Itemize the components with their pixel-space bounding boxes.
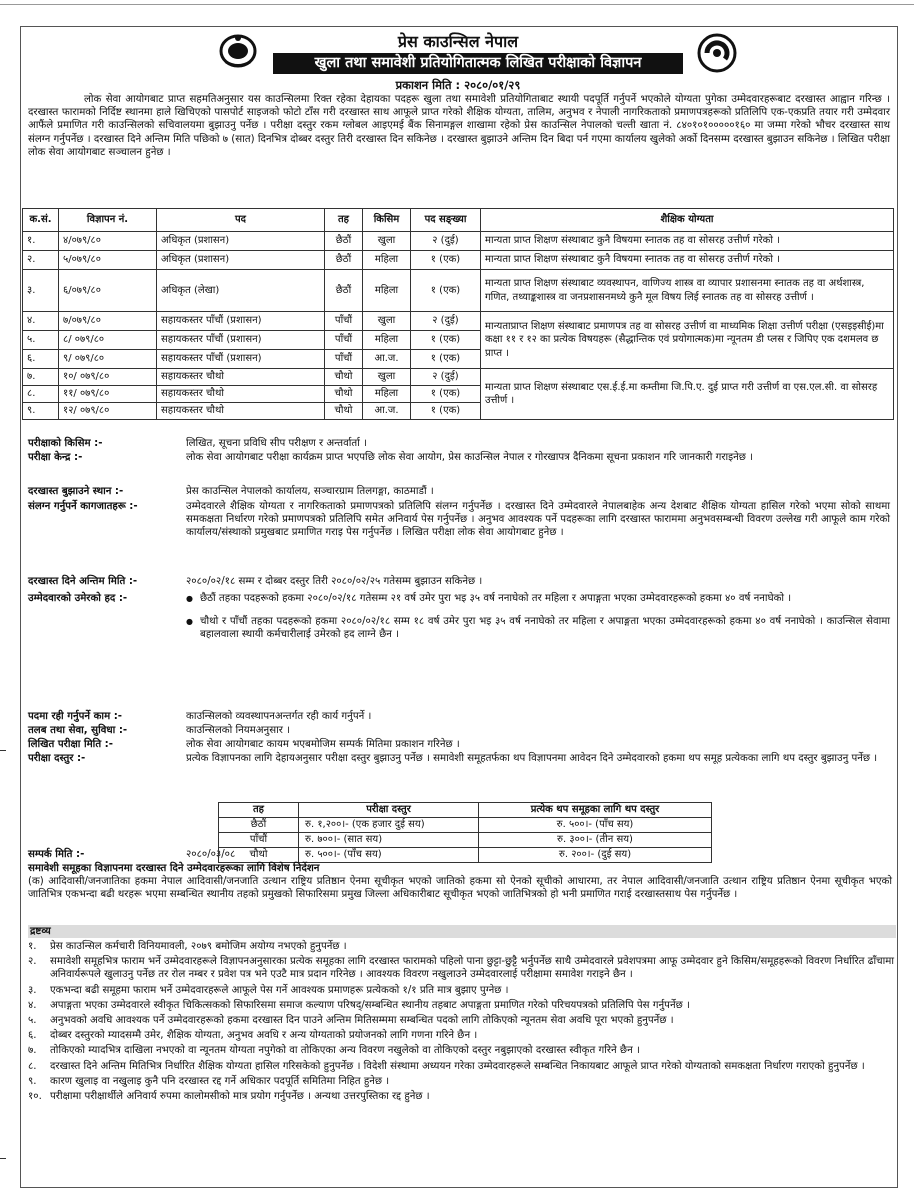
press-council-logo-icon <box>695 32 739 74</box>
cell-count: १ (एक) <box>411 350 481 369</box>
fee-col-fee: परीक्षा दस्तुर <box>299 803 479 818</box>
list-item <box>28 1014 894 1027</box>
header <box>20 30 896 94</box>
col-type: किसिम <box>363 209 411 232</box>
documents-label: संलग्न गर्नुपर्ने कागजातहरू :- <box>28 501 138 512</box>
col-level: तह <box>325 209 363 232</box>
age-limit-value <box>186 592 890 642</box>
note-text: कारण खुलाइ वा नखुलाइ कुनै पनि दरखास्त रद्द गर्ने अधिकार पदपूर्ति समितिमा निहित हुनेछ । <box>50 1075 390 1087</box>
fee-cell-extra: रु. २००।- (दुई सय) <box>479 848 712 863</box>
col-count: पद सङ्ख्या <box>411 209 481 232</box>
cell-post: सहायकस्तर पाँचौं (प्रशासन) <box>157 350 325 369</box>
cell-type: आ.ज. <box>363 403 411 420</box>
fee-cell-level: चौथो <box>219 848 299 863</box>
cell-qualification: मान्यता प्राप्त शिक्षण संस्थाबाट कुनै विषयमा स्नातक तह वा सोसरह उत्तीर्ण गरेको । <box>481 232 894 251</box>
fee-cell-level: छैठौं <box>219 818 299 833</box>
cell-sn: ९. <box>23 403 59 420</box>
note-text: दरखास्त दिने अन्तिम मितिभित्र निर्धारित शैक्षिक योग्यता हासिल गरिसकेको हुनुपर्नेछ । विदेशी संस्थामा अध्ययन गरेका उम्मेदवारहरूले सम्बन्धित निकायबाट आफूले प्राप्त गरेको योग्यताको समकक्षता निर्धारण गराएको हुनुपर्नेछ । <box>50 1060 865 1072</box>
fee-cell-fee: रु. ७००।- (सात सय) <box>299 833 479 848</box>
note-number: ५. <box>28 1015 37 1027</box>
cell-level: पाँचौं <box>325 312 363 331</box>
notes-list <box>28 940 894 1105</box>
exam-center-label: परीक्षा केन्द्र :- <box>28 452 83 463</box>
cell-level: पाँचौं <box>325 331 363 350</box>
publication-date: प्रकाशन मिति : २०८०/०१/२९ <box>395 78 521 92</box>
cell-qualification: मान्यताप्राप्त शिक्षण संस्थाबाट प्रमाणपत्र तह वा सोसरह उत्तीर्ण वा माध्यमिक शिक्षा उत्तीर्ण परीक्षा (एसइइसीई)मा कक्षा ११ र १२ का प्रत्येक विषयहरू (सैद्धान्तिक एवं प्रयोगात्मक)मा न्यूनतम डी प्लस र जिपिए एक दशमलव छ प्राप्त । <box>481 312 894 369</box>
note-text: प्रेस काउन्सिल कर्मचारी विनियमावली, २०७९ बमोजिम अयोग्य नभएको हुनुपर्नेछ । <box>50 941 347 952</box>
cell-adv: ५/०७९/८० <box>59 251 157 270</box>
fee-header-row <box>219 803 712 818</box>
list-item <box>28 1075 894 1088</box>
table-row <box>23 270 894 312</box>
special-text: (क) आदिवासी/जनजातिका हकमा नेपाल आदिवासी/जनजाति उत्थान राष्ट्रिय प्रतिष्ठान ऐनमा सूचीकृत भएको जातिको हकमा सो ऐनको सूचीको आधारमा, तर नेपाल आदिवासी/जनजाति उत्थान राष्ट्रिय प्रतिष्ठान ऐनमा सूचीकृत भएको जातिभित्र एकभन्दा बढी थरहरू भएमा सम्बन्धित स्थानीय तहको प्रमुखको सिफारिसमा प्रमुख जिल्ला अधिकारीबाट सूचीकृत भएको जातिभित्रको हो भनी प्रमाणित गराई दरखास्तसाथ पेस गर्नुपर्नेछ । <box>28 876 892 901</box>
contact-value: २०८०/०३/०८ <box>186 849 236 860</box>
cell-post: अधिकृत (प्रशासन) <box>157 232 325 251</box>
margin-tick <box>0 750 6 751</box>
list-item <box>28 1029 894 1042</box>
cell-adv: ११/ ०७९/८० <box>59 386 157 403</box>
cell-type: खुला <box>363 232 411 251</box>
cell-adv: ८/ ०७९/८० <box>59 331 157 350</box>
submit-place-label: दरखास्त बुझाउने स्थान :- <box>28 486 124 497</box>
cell-adv: ७/०७९/८० <box>59 312 157 331</box>
note-number: २. <box>28 956 37 968</box>
notes-heading: द्रष्टव्य <box>28 925 896 938</box>
list-item <box>28 1044 894 1057</box>
table-row <box>219 848 712 863</box>
fee-cell-fee: रु. ५००।- (पाँच सय) <box>299 848 479 863</box>
deadline-label: दरखास्त दिने अन्तिम मिति :- <box>28 576 138 587</box>
fee-cell-fee: रु. १,२००।- (एक हजार दुई सय) <box>299 818 479 833</box>
cell-adv: १०/ ०७९/८० <box>59 369 157 386</box>
fee-col-extra: प्रत्येक थप समूहका लागि थप दस्तुर <box>479 803 712 818</box>
exam-center-value: लोक सेवा आयोगबाट परीक्षा कार्यक्रम प्राप्त भएपछि लोक सेवा आयोग, प्रेस काउन्सिल नेपाल र गोरखापत्र दैनिकमा सूचना प्रकाशन गरि जानकारी गराइनेछ । <box>186 452 754 463</box>
cell-sn: ७. <box>23 369 59 386</box>
ad-banner-title: खुला तथा समावेशी प्रतियोगितात्मक लिखित परीक्षाको विज्ञापन <box>273 53 683 74</box>
fee-value: प्रत्येक विज्ञापनका लागि देहायअनुसार परीक्षा दस्तुर बुझाउनु पर्नेछ । समावेशी समूहतर्फका थप विज्ञापनमा आवेदन दिने उम्मेदवारको हकमा थप समूह प्रत्येकका लागि थप दस्तुर बुझाउनु पर्नेछ । <box>186 753 878 764</box>
cell-type: महिला <box>363 251 411 270</box>
list-item <box>28 984 894 997</box>
note-number: ३. <box>28 984 37 996</box>
cell-qualification: मान्यता प्राप्त शिक्षण संस्थाबाट व्यवस्थापन, वाणिज्य शास्त्र वा व्यापार प्रशासनमा स्नातक तह वा अर्थशास्त्र, गणित, तथ्याङ्कशास्त्र वा जनप्रशासनमध्ये कुनै मूल विषय लिई स्नातक तह वा सोसरह उत्तीर्ण । <box>481 270 894 312</box>
cell-post: सहायकस्तर चौथो <box>157 369 325 386</box>
list-item <box>28 955 894 981</box>
submit-place-value: प्रेस काउन्सिल नेपालको कार्यालय, सञ्चारग्राम तिलगङ्गा, काठमाडौं । <box>186 486 434 497</box>
duty-value: काउन्सिलको व्यवस्थापनअन्तर्गत रही कार्य गर्नुपर्ने । <box>186 711 372 722</box>
fee-cell-level: पाँचौं <box>219 833 299 848</box>
cell-sn: १. <box>23 232 59 251</box>
documents-value: उम्मेदवारले शैक्षिक योग्यता र नागरिकताको प्रमाणपत्रको प्रतिलिपि संलग्न गर्नुपर्नेछ । दरखास्त दिने उम्मेदवारले नेपालबाहेक अन्य देशबाट शैक्षिक योग्यता हासिल गरेको भएमा सोको साथमा समकक्षता निर्धारण गरेको प्रमाणपत्रको प्रतिलिपि समेत अनिवार्य पेस गर्नुपर्नेछ । अनुभव आवश्यक पर्ने पदहरूका लागि दरखास्त फाराममा अनुभवसम्बन्धी विवरण उल्लेख गरी आफूले काम गरेको कार्यालय/संस्थाको प्रमुखबाट प्रमाणित गराइ पेस गर्नुपर्नेछ । लिखित परीक्षा लोक सेवा आयोगबाट हुनेछ । <box>186 501 890 539</box>
written-date-label: लिखित परीक्षा मिति :- <box>28 739 113 750</box>
cell-count: १ (एक) <box>411 270 481 312</box>
list-item <box>28 940 894 953</box>
cell-post: सहायकस्तर चौथो <box>157 403 325 420</box>
table-row <box>219 818 712 833</box>
cell-count: २ (दुई) <box>411 232 481 251</box>
note-number: ८. <box>28 1060 37 1072</box>
cell-sn: २. <box>23 251 59 270</box>
cell-type: महिला <box>363 270 411 312</box>
cell-count: २ (दुई) <box>411 369 481 386</box>
note-text: तोकिएको म्यादभित्र दाखिला नभएको वा न्यूनतम योग्यता नपुगेको वा तोकिएका अन्य विवरण नखुलेको वा तोकिएको दस्तुर नबुझाएको दरखास्त स्वीकृत गरिने छैन । <box>50 1045 640 1057</box>
cell-qualification: मान्यता प्राप्त शिक्षण संस्थाबाट एस.ई.ई.मा कम्तीमा जि.पि.ए. दुई प्राप्त गरी उत्तीर्ण वा एस.एल.सी. वा सोसरह उत्तीर्ण । <box>481 369 894 420</box>
note-number: १०. <box>28 1091 42 1103</box>
cell-sn: ६. <box>23 350 59 369</box>
note-text: परीक्षामा परीक्षार्थीले अनिवार्य रुपमा कालोमसीको मात्र प्रयोग गर्नुपर्नेछ । अन्यथा उत्तरपुस्तिका रद्द हुनेछ । <box>50 1091 430 1103</box>
cell-sn: ८. <box>23 386 59 403</box>
cell-count: १ (एक) <box>411 403 481 420</box>
cell-count: २ (दुई) <box>411 312 481 331</box>
org-name: प्रेस काउन्सिल नेपाल <box>397 32 519 51</box>
cell-level: छैठौं <box>325 270 363 312</box>
cell-count: १ (एक) <box>411 331 481 350</box>
note-number: १. <box>28 941 37 952</box>
cell-post: अधिकृत (प्रशासन) <box>157 251 325 270</box>
deadline-value: २०८०/०२/१८ सम्म र दोब्बर दस्तुर तिरी २०८०/०२/२५ गतेसम्म बुझाउन सकिनेछ । <box>186 576 483 587</box>
cell-level: चौथो <box>325 369 363 386</box>
cell-adv: १२/ ०७९/८० <box>59 403 157 420</box>
note-text: अपाङ्गता भएका उम्मेदवारले स्वीकृत चिकित्सकको सिफारिसमा समाज कल्याण परिषद्/सम्बन्धित स्थानीय तहबाट अपाङ्गता प्रमाणित गरेको परिचयपत्रको प्रतिलिपि पेस गर्नुपर्नेछ । <box>50 999 690 1011</box>
salary-label: तलब तथा सेवा, सुविधा :- <box>28 725 128 736</box>
list-item <box>28 1090 894 1103</box>
cell-sn: ५. <box>23 331 59 350</box>
fee-cell-extra: रु. ५००।- (पाँच सय) <box>479 818 712 833</box>
top-rule <box>0 4 914 5</box>
cell-type: महिला <box>363 331 411 350</box>
cell-level: छैठौं <box>325 232 363 251</box>
cell-post: सहायकस्तर पाँचौं (प्रशासन) <box>157 331 325 350</box>
note-number: ६. <box>28 1030 37 1042</box>
table-row <box>23 251 894 270</box>
cell-type: आ.ज. <box>363 350 411 369</box>
note-number: ९. <box>28 1075 37 1087</box>
col-adv-no: विज्ञापन नं. <box>59 209 157 232</box>
margin-tick <box>0 1158 6 1159</box>
note-text: दोब्बर दस्तुरको म्यादसम्मै उमेर, शैक्षिक योग्यता, अनुभव अवधि र अन्य योग्यताको प्रयोजनको लागि गणना गरिने छैन । <box>50 1030 478 1042</box>
cell-type: महिला <box>363 386 411 403</box>
table-row <box>219 833 712 848</box>
cell-level: पाँचौं <box>325 350 363 369</box>
cell-post: अधिकृत (लेखा) <box>157 270 325 312</box>
cell-type: खुला <box>363 312 411 331</box>
cell-adv: ४/०७९/८० <box>59 232 157 251</box>
age-limit-item: ● छैठौं तहका पदहरूको हकमा २०८०/०२/१८ गतेसम्म २१ वर्ष उमेर पुरा भइ ३५ वर्ष ननाघेको तर महिला र अपाङ्गता भएका उम्मेदवारहरूको हकमा ४० वर्ष ननाघेको । <box>186 592 890 605</box>
cell-type: खुला <box>363 369 411 386</box>
special-instructions <box>28 862 892 902</box>
col-qualification: शैक्षिक योग्यता <box>481 209 894 232</box>
cell-adv: ६/०७९/८० <box>59 270 157 312</box>
note-text: अनुभवको अवधि आवश्यक पर्ने उम्मेदवारहरूको हकमा दरखास्त दिन पाउने अन्तिम मितिसम्ममा सम्बन्धित पदको लागि तोकिएको न्यूनतम सेवा अवधि पूरा भएको हुनुपर्नेछ । <box>50 1015 674 1027</box>
table-row <box>23 369 894 386</box>
cell-post: सहायकस्तर पाँचौं (प्रशासन) <box>157 312 325 331</box>
cell-qualification: मान्यता प्राप्त शिक्षण संस्थाबाट कुनै विषयमा स्नातक तह वा सोसरह उत्तीर्ण गरेको । <box>481 251 894 270</box>
table-row <box>23 232 894 251</box>
note-number: ७. <box>28 1045 37 1057</box>
age-limit-label: उम्मेदवारको उमेरको हद :- <box>28 593 128 604</box>
note-text: समावेशी समूहभित्र फाराम भर्ने उम्मेदवारहरूले विज्ञापनअनुसारका प्रत्येक समूहका लागि दरखास्त फारामको पहिलो पाना छुट्टा-छुट्टै भर्नुपर्नेछ साथै उम्मेदवारले प्रवेशपत्रमा आफू उम्मेदवार हुने किसिम/समूहहरूको विवरण निर्धारित ढाँचामा अनिवार्यरूपले खुलाउनु पर्नेछ तर रोल नम्बर र प्रवेश पत्र भने एउटै मात्र प्रदान गरिनेछ । आवश्यक विवरण नखुलाउने उम्मेदवारलाई परीक्षामा समावेश गराइने छैन । <box>50 956 894 981</box>
vacancy-table <box>22 208 894 420</box>
note-number: ४. <box>28 999 37 1011</box>
cell-post: सहायकस्तर चौथो <box>157 386 325 403</box>
special-heading: समावेशी समूहका विज्ञापनमा दरखास्त दिने उम्मेदवारहरूका लागि विशेष निर्देशन <box>28 863 320 874</box>
fee-label: परीक्षा दस्तुर :- <box>28 753 86 764</box>
cell-level: चौथो <box>325 386 363 403</box>
fee-col-level: तह <box>219 803 299 818</box>
list-item <box>28 999 894 1012</box>
cell-count: १ (एक) <box>411 386 481 403</box>
fee-table <box>218 802 712 863</box>
contact-label: सम्पर्क मिति :- <box>28 849 85 860</box>
cell-count: १ (एक) <box>411 251 481 270</box>
salary-value: काउन्सिलको नियमअनुसार । <box>186 725 290 736</box>
note-text: एकभन्दा बढी समूहमा फाराम भर्ने उम्मेदवारहरूले आफूले पेस गर्ने आवश्यक प्रमाणहरू प्रत्येकको १/१ प्रति मात्र बुझाए पुग्नेछ । <box>50 984 509 996</box>
cell-level: छैठौं <box>325 251 363 270</box>
exam-type-value: लिखित, सूचना प्रविधि सीप परीक्षण र अन्तर्वार्ता । <box>186 438 367 449</box>
cell-sn: ३. <box>23 270 59 312</box>
vacancy-header-row <box>23 209 894 232</box>
intro-paragraph: लोक सेवा आयोगबाट प्राप्त सहमतिअनुसार यस काउन्सिलमा रिक्त रहेका देहायका पदहरू खुला तथा समावेशी प्रतियोगिताबाट स्थायी पदपूर्ति गर्नुपर्ने भएकोले योग्यता पुगेका उम्मेदवारहरूबाट दरखास्त आह्वान गरिन्छ । दरखास्त फारामको निर्दिष्ट स्थानमा हाले खिचिएको पासपोर्ट साइजको फोटो टाँस गरी दरखास्त साथ आफूले प्राप्त गरेको शैक्षिक योग्यता, तालिम, अनुभव र नेपाली नागरिकताको प्रमाणपत्रहरूको प्रतिलिपि एक-एकप्रति तयार गरी उम्मेदवार आफैंले प्रमाणित गरी काउन्सिलको सचिवालयमा बुझाउनु पर्नेछ । परीक्षा दस्तुर रकम ग्लोबल आइएमई बैंक सिनामङ्गल शाखामा रहेको प्रेस काउन्सिल नेपालको चल्ती खाता नं. ८४०१०१०००००१६० मा जम्मा गरेको भौचर दरखास्त साथ संलग्न गर्नुपर्नेछ । दरखास्त दिने अन्तिम मिति पछिको ७ (सात) दिनभित्र दोब्बर दस्तुर तिरी दरखास्त दिन सकिनेछ । दरखास्त बुझाउने अन्तिम दिन बिदा पर्न गएमा कार्यालय खुलेको अर्को दिनसम्म दरखास्त बुझाउन सकिनेछ । लिखित परीक्षा लोक सेवा आयोगबाट सञ्चालन हुनेछ । <box>28 94 890 158</box>
fee-cell-extra: रु. ३००।- (तीन सय) <box>479 833 712 848</box>
cell-sn: ४. <box>23 312 59 331</box>
col-sn: क.सं. <box>23 209 59 232</box>
cell-level: चौथो <box>325 403 363 420</box>
col-post: पद <box>157 209 325 232</box>
written-date-value: लोक सेवा आयोगबाट कायम भएबमोजिम सम्पर्क मितिमा प्रकाशन गरिनेछ । <box>186 739 460 750</box>
exam-type-label: परीक्षाको किसिम :- <box>28 438 103 449</box>
list-item <box>28 1060 894 1073</box>
table-row <box>23 312 894 331</box>
duty-label: पदमा रही गर्नुपर्ने काम :- <box>28 711 123 722</box>
cell-adv: ९/ ०७९/८० <box>59 350 157 369</box>
age-limit-item: ● चौथो र पाँचौं तहका पदहरूको हकमा २०८०/०२/१८ सम्म १८ वर्ष उमेर पुरा भइ ३५ वर्ष ननाघेको तर महिला र अपाङ्गता भएका उम्मेदवारहरूको हकमा ४० वर्ष ननाघेको । काउन्सिल सेवामा बहालवाला स्थायी कर्मचारीलाई उमेरको हद लाग्ने छैन । <box>186 615 890 641</box>
